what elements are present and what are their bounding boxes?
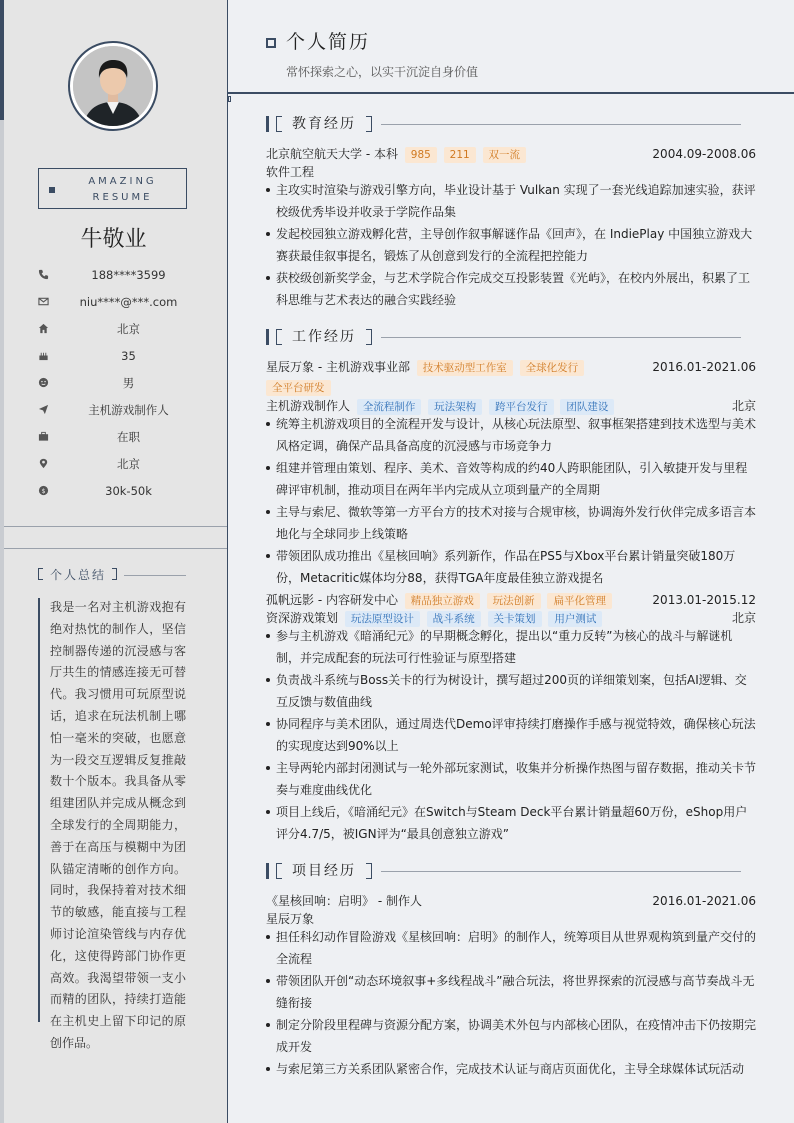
job-role: 资深游戏策划 (266, 611, 339, 625)
job-bullet: 主导两轮内部封闭测试与一轮外部玩家测试，收集并分析操作热图与留存数据，推动关卡节奏与难度曲线优化 (266, 758, 756, 801)
phone-value: 188****3599 (91, 268, 166, 282)
sidebar-edge-accent (0, 0, 4, 120)
summary-text: 我是一名对主机游戏抱有绝对热忱的制作人，坚信控制器传递的沉浸感与客厅共生的情感连接无可替代。我习惯用可玩原型说话，追求在玩法机制上哪怕一毫米的突破，也愿意为一段交互逻辑反复推敲数十个版本。我具备从零组建团队并完成从概念到全球发行的全周期能力，善于在高压与模糊中为团队锚定清晰的创作方向。同时，我保持着对技术细节的敏感，能直接与工程师讨论渲染管线与内存优化，这使得跨部门协作更高效。我渴望带领一支小而精的团队，持续打造能在主机史上留下印记的原创作品。 (50, 600, 186, 1050)
gender-value: 男 (122, 376, 135, 390)
salary-value: 30k-50k (105, 484, 152, 498)
job-bullet: 协同程序与美术团队，通过周迭代Demo评审持续打磨操作手感与视觉特效，确保核心玩法的实现度达到90%以上 (266, 714, 756, 757)
company-tag: 技术驱动型工作室 (417, 360, 513, 376)
school-name: 北京航空航天大学 - 本科 (266, 147, 398, 161)
job-bullet: 负责战斗系统与Boss关卡的行为树设计，撰写超过200页的详细策划案，包括AI逻辑、交互反馈与数值曲线 (266, 670, 756, 713)
job-location: 北京 (731, 611, 756, 625)
info-row-location (0, 451, 227, 478)
job-bullet: 项目上线后，《暗涌纪元》在Switch与Steam Deck平台累计销量超60万份，eShop用户评分4.7/5，被IGN评为“最具创意独立游戏” (266, 802, 756, 845)
bracket-left-icon (38, 568, 43, 580)
page-subtitle: 常怀探索之心，以实干沉淀自身价值 (286, 65, 479, 79)
section-title: 工作经历 (292, 329, 356, 345)
job-header-row (266, 358, 756, 376)
school-tag: 985 (405, 147, 437, 163)
section-work-heading (266, 329, 746, 347)
company-tag: 玩法创新 (487, 593, 541, 609)
skill-tag: 玩法架构 (428, 399, 482, 415)
resume-badge (38, 168, 187, 209)
skill-tag: 全流程制作 (357, 399, 422, 415)
heading-rule (124, 575, 186, 576)
project-date: 2016.01-2021.06 (652, 894, 756, 908)
skill-tag: 用户测试 (548, 611, 602, 627)
job-header-row (266, 591, 756, 609)
skill-tag: 战斗系统 (427, 611, 481, 627)
section-rule (381, 871, 741, 872)
person-name: 牛敬业 (80, 227, 147, 252)
job-bullet: 主导与索尼、微软等第一方平台方的技术对接与合规审核，协调海外发行伙伴完成多语言本地化与全球同步上线策略 (266, 502, 756, 545)
info-row-email (0, 289, 227, 316)
summary-title: 个人总结 (50, 568, 107, 582)
info-row-salary (0, 478, 227, 505)
job-tag-row (266, 378, 756, 396)
location-value: 北京 (117, 457, 140, 471)
badge-text: AMAZING RESUME (88, 176, 157, 203)
job-bullet: 组建并管理由策划、程序、美术、音效等构成的约40人跨职能团队，引入敏捷开发与里程碑评审机制，推动项目在两年半内完成从立项到量产的全周期 (266, 458, 756, 501)
skill-tag: 团队建设 (560, 399, 614, 415)
skill-tag: 跨平台发行 (489, 399, 554, 415)
project-bullet: 担任科幻动作冒险游戏《星核回响：启明》的制作人，统筹项目从世界观构筑到量产交付的全流程 (266, 927, 756, 970)
education-bullet: 获校级创新奖学金，与艺术学院合作完成交互投影装置《光屿》，在校内外展出，积累了工科思维与艺术表达的融合实践经验 (266, 268, 756, 311)
bracket-left-icon (276, 863, 282, 879)
skill-tag: 关卡策划 (488, 611, 542, 627)
svg-text:$: $ (40, 486, 46, 495)
contact-info-list (0, 262, 227, 505)
education-bullet: 发起校园独立游戏孵化营，主导创作叙事解谜作品《回声》，在 IndiePlay 中国独立游戏大赛获最佳叙事提名，锻炼了从创意到发行的全流程把控能力 (266, 224, 756, 267)
main-content (228, 0, 794, 1123)
bracket-right-icon (366, 863, 372, 879)
avatar (68, 41, 158, 131)
job-bullet: 参与主机游戏《暗涌纪元》的早期概念孵化，提出以“重力反转”为核心的战斗与解谜机制，并完成配套的玩法可行性验证与原型搭建 (266, 626, 756, 669)
company-tag: 精品独立游戏 (405, 593, 480, 609)
project-company: 星辰万象 (266, 912, 315, 926)
section-rule (381, 124, 741, 125)
job-location: 北京 (731, 399, 756, 413)
company-tag: 扁平化管理 (547, 593, 612, 609)
project-bullet: 制定分阶段里程碑与资源分配方案，协调美术外包与内部核心团队，在疫情冲击下仍按期完成开发 (266, 1015, 756, 1058)
project-bullet: 带领团队开创“动态环境叙事+多线程战斗”融合玩法，将世界探索的沉浸感与高节奏战斗无缝衔接 (266, 971, 756, 1014)
info-row-gender (0, 370, 227, 397)
age-value: 35 (121, 349, 136, 363)
sidebar-divider (4, 548, 227, 549)
info-row-status (0, 424, 227, 451)
bracket-right-icon (366, 116, 372, 132)
job-date: 2016.01-2021.06 (652, 360, 756, 374)
skill-tag: 玩法原型设计 (345, 611, 420, 627)
summary-heading (36, 566, 196, 584)
job-bullet: 带领团队成功推出《星核回响》系列新作，作品在PS5与Xbox平台累计销量突破180万份，Metacritic媒体均分88，获得TGA年度最佳独立游戏提名 (266, 546, 756, 589)
section-rule (381, 337, 741, 338)
home-value: 北京 (117, 322, 140, 336)
info-row-home (0, 316, 227, 343)
section-education-heading (266, 116, 746, 134)
company-name: 孤帆远影 - 内容研发中心 (266, 593, 398, 607)
bracket-right-icon (112, 568, 117, 580)
header-tick (228, 96, 231, 102)
bracket-right-icon (366, 329, 372, 345)
position-value: 主机游戏制作人 (88, 403, 169, 417)
avatar-photo (73, 46, 153, 126)
info-row-position (0, 397, 227, 424)
education-date: 2004.09-2008.06 (652, 147, 756, 161)
section-title: 项目经历 (292, 863, 356, 879)
school-tag: 双一流 (483, 147, 527, 163)
section-title: 教育经历 (292, 116, 356, 132)
education-bullet: 主攻实时渲染与游戏引擎方向，毕业设计基于 Vulkan 实现了一套光线追踪加速实验，获评校级优秀毕设并收录于学院作品集 (266, 180, 756, 223)
project-header-row (266, 892, 756, 910)
summary-accent-bar (38, 598, 40, 1022)
company-name: 星辰万象 - 主机游戏事业部 (266, 360, 410, 374)
job-date: 2013.01-2015.12 (652, 593, 756, 607)
job-role-row (266, 397, 756, 415)
project-name: 《星核回响：启明》 - 制作人 (266, 894, 422, 908)
company-tag: 全球化发行 (520, 360, 585, 376)
section-bar (266, 116, 269, 132)
section-projects-heading (266, 863, 746, 881)
education-header-row (266, 145, 756, 163)
job-role-row (266, 609, 756, 627)
header-rule (228, 92, 794, 94)
job-bullet: 统筹主机游戏项目的全流程开发与设计，从核心玩法原型、叙事框架搭建到技术选型与美术风格定调，确保产品具备高度的沉浸感与市场竞争力 (266, 414, 756, 457)
info-row-phone (0, 262, 227, 289)
bracket-left-icon (276, 116, 282, 132)
badge-square-icon (49, 187, 55, 193)
info-row-age (0, 343, 227, 370)
title-square-icon (266, 38, 276, 48)
section-bar (266, 863, 269, 879)
sidebar-divider (4, 526, 227, 527)
education-major: 软件工程 (266, 165, 315, 179)
status-value: 在职 (117, 430, 140, 444)
company-tag: 全平台研发 (266, 380, 331, 396)
sidebar (0, 0, 228, 1123)
school-tag: 211 (444, 147, 476, 163)
section-bar (266, 329, 269, 345)
page-title: 个人简历 (286, 31, 371, 53)
email-value: niu****@***.com (79, 295, 178, 309)
job-role: 主机游戏制作人 (266, 399, 351, 413)
bracket-left-icon (276, 329, 282, 345)
project-bullet: 与索尼第三方关系团队紧密合作，完成技术认证与商店页面优化，主导全球媒体试玩活动 (266, 1059, 756, 1081)
